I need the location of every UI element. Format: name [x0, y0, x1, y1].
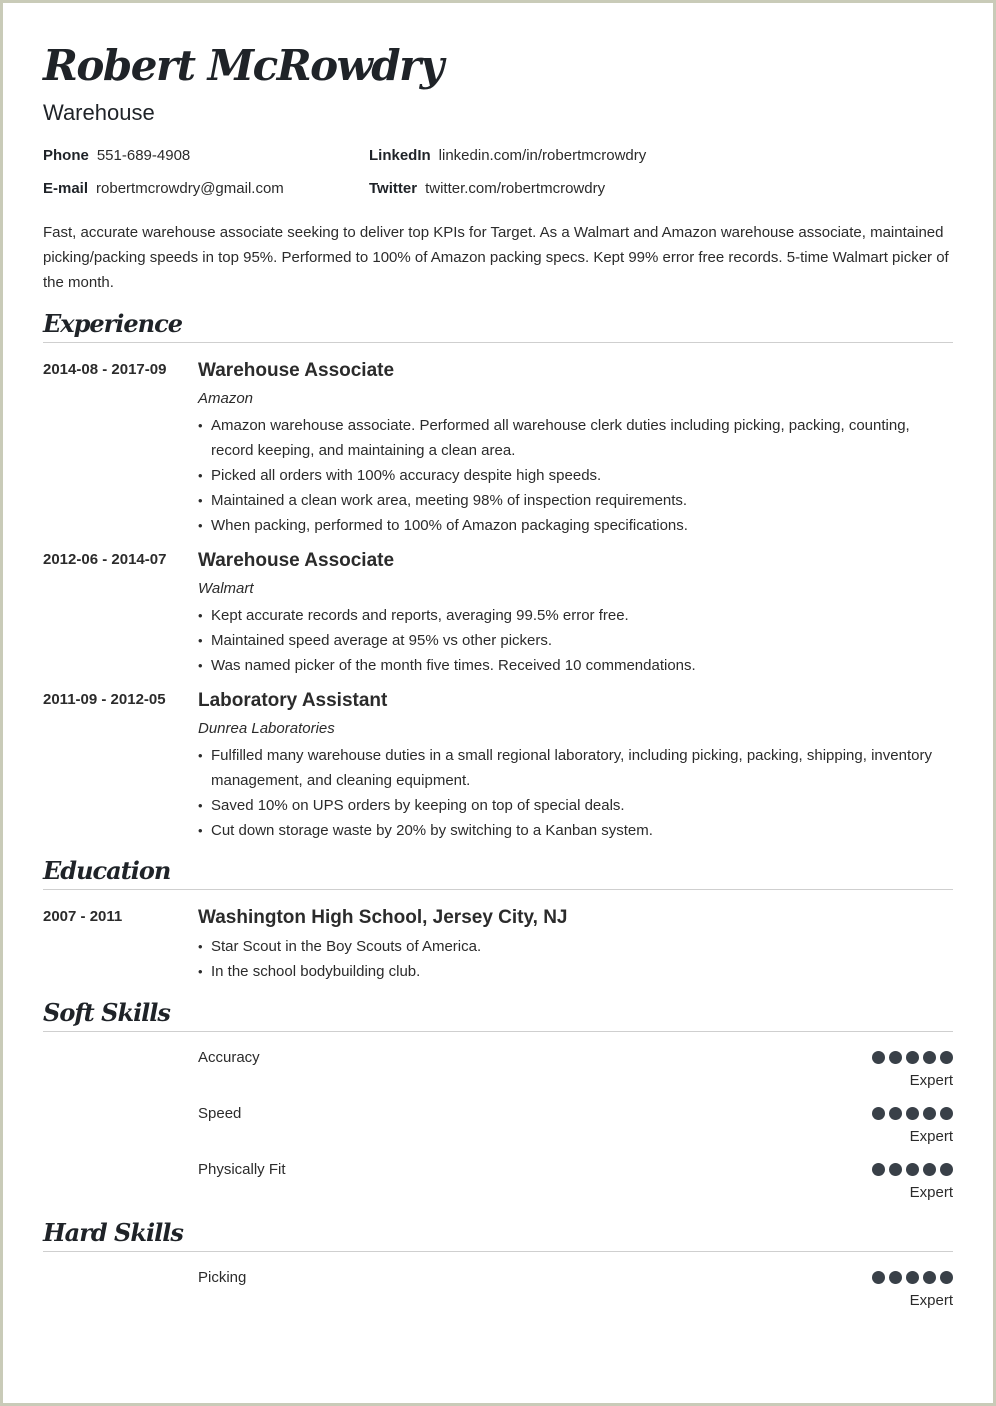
contact-label: Twitter	[369, 180, 418, 197]
contact-label: E-mail	[43, 180, 89, 197]
entry-school: Washington High School, Jersey City, NJ	[198, 907, 568, 928]
bullet-item: • Was named picker of the month five times. Received 10 commendations.	[198, 653, 953, 678]
skill-level: Expert	[909, 1184, 953, 1201]
contact-value: 551-689-4908	[96, 147, 191, 164]
entry-org: Dunrea Laboratories	[198, 720, 335, 737]
entry-role: Laboratory Assistant	[198, 690, 388, 711]
bullet-item: • Star Scout in the Boy Scouts of America.	[198, 934, 953, 959]
bullet-item: • In the school bodybuilding club.	[198, 959, 953, 984]
contact-twitter	[369, 180, 605, 197]
rating-dot	[923, 1107, 936, 1120]
bullet-item: • Fulfilled many warehouse duties in a small regional laboratory, including picking, packing, shipping, inventory management, and cleaning equipment.	[198, 743, 953, 793]
resume-page	[3, 3, 993, 1403]
bullet-item: • Maintained speed average at 95% vs other pickers.	[198, 628, 953, 653]
skill-row	[198, 1269, 953, 1319]
rating-dot	[889, 1107, 902, 1120]
entry-date: 2011-09 - 2012-05	[43, 691, 166, 708]
section-title: Education	[43, 856, 171, 885]
experience-heading	[43, 309, 953, 343]
rating-dot	[872, 1107, 885, 1120]
skill-name: Physically Fit	[198, 1161, 286, 1178]
skill-level: Expert	[909, 1072, 953, 1089]
skill-level: Expert	[909, 1292, 953, 1309]
section-title: Soft Skills	[43, 998, 170, 1027]
rating-dot	[923, 1271, 936, 1284]
summary-paragraph: Fast, accurate warehouse associate seeking to deliver top KPIs for Target. As a Walmart and Amazon warehouse associate, maintained picking/packing speeds in top 95%. Performed to 100% of Amazon packing specs. Kept 99% error free records. 5-time Walmart picker of the month.	[43, 224, 949, 291]
contact-value[interactable]: linkedin.com/in/robertmcrowdry	[438, 147, 647, 164]
rating-dot	[872, 1271, 885, 1284]
rating-dot	[906, 1163, 919, 1176]
skill-rating	[872, 1107, 953, 1120]
entry-org: Walmart	[198, 580, 254, 597]
entry-role: Warehouse Associate	[198, 360, 395, 381]
bullet-item: • Picked all orders with 100% accuracy despite high speeds.	[198, 463, 953, 488]
rating-dot	[872, 1051, 885, 1064]
education-heading	[43, 856, 953, 890]
entry-bullets	[198, 934, 953, 984]
contact-label: LinkedIn	[369, 147, 431, 164]
entry-date: 2007 - 2011	[43, 908, 123, 925]
contact-value[interactable]: robertmcrowdry@gmail.com	[96, 180, 284, 197]
rating-dot	[906, 1107, 919, 1120]
skill-name: Accuracy	[198, 1049, 260, 1066]
skill-row	[198, 1049, 953, 1099]
entry-bullets	[198, 413, 953, 538]
skill-rating	[872, 1163, 953, 1176]
candidate-name: Robert McRowdry	[43, 41, 443, 90]
section-title: Hard Skills	[43, 1218, 183, 1247]
skill-rating	[872, 1271, 953, 1284]
job-title: Warehouse	[43, 100, 155, 125]
entry-role: Warehouse Associate	[198, 550, 395, 571]
skill-level: Expert	[909, 1128, 953, 1145]
entry-date: 2014-08 - 2017-09	[43, 361, 167, 378]
bullet-item: • Amazon warehouse associate. Performed all warehouse clerk duties including picking, packing, counting, record keeping, and maintaining a clean area.	[198, 413, 953, 463]
contact-value[interactable]: twitter.com/robertmcrowdry	[425, 180, 606, 197]
soft-skills-heading	[43, 998, 953, 1032]
rating-dot	[940, 1271, 953, 1284]
skill-row	[198, 1161, 953, 1211]
rating-dot	[889, 1051, 902, 1064]
rating-dot	[940, 1107, 953, 1120]
bullet-item: • Cut down storage waste by 20% by switching to a Kanban system.	[198, 818, 953, 843]
section-title: Experience	[43, 309, 183, 338]
entry-org: Amazon	[198, 390, 254, 407]
rating-dot	[872, 1163, 885, 1176]
rating-dot	[906, 1051, 919, 1064]
bullet-item: • When packing, performed to 100% of Amazon packaging specifications.	[198, 513, 953, 538]
entry-date: 2012-06 - 2014-07	[43, 551, 167, 568]
rating-dot	[923, 1051, 936, 1064]
skill-rating	[872, 1051, 953, 1064]
contact-phone	[43, 147, 190, 164]
rating-dot	[923, 1163, 936, 1176]
contact-email	[43, 180, 284, 197]
skill-name: Speed	[198, 1105, 242, 1122]
skill-row	[198, 1105, 953, 1155]
bullet-item: • Saved 10% on UPS orders by keeping on top of special deals.	[198, 793, 953, 818]
rating-dot	[940, 1051, 953, 1064]
rating-dot	[940, 1163, 953, 1176]
entry-bullets	[198, 603, 953, 678]
rating-dot	[906, 1271, 919, 1284]
entry-bullets	[198, 743, 953, 843]
rating-dot	[889, 1163, 902, 1176]
contact-linkedin	[369, 147, 646, 164]
bullet-item: • Kept accurate records and reports, averaging 99.5% error free.	[198, 603, 953, 628]
skill-name: Picking	[198, 1269, 247, 1286]
rating-dot	[889, 1271, 902, 1284]
bullet-item: • Maintained a clean work area, meeting 98% of inspection requirements.	[198, 488, 953, 513]
contact-label: Phone	[43, 147, 89, 164]
hard-skills-heading	[43, 1218, 953, 1252]
